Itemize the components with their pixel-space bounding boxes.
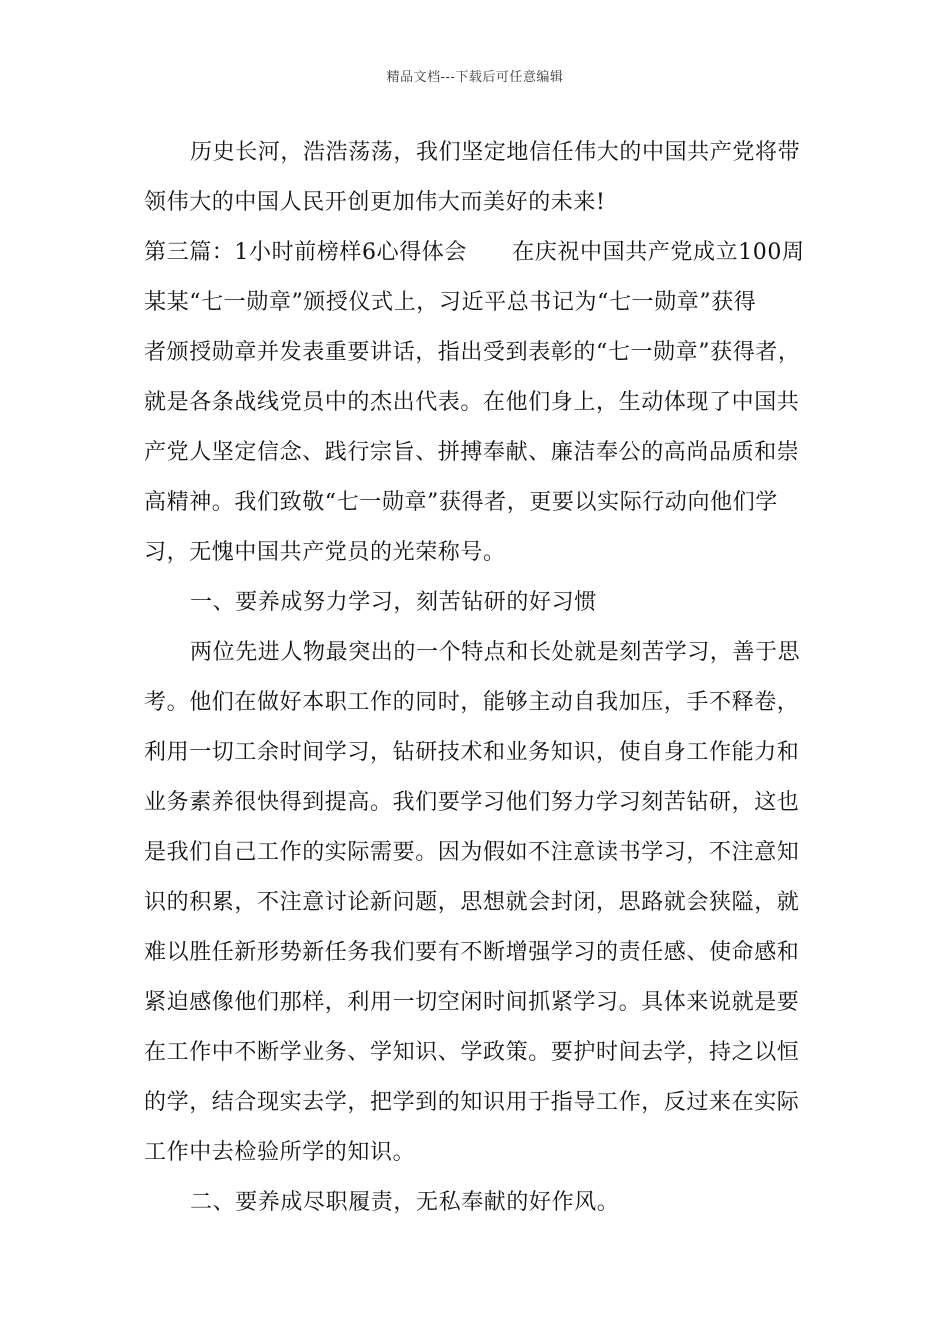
text-line: 的学，结合现实去学，把学到的知识用于指导工作，反过来在实际 — [144, 1090, 800, 1115]
subheading-line: 一、要养成努力学习，刻苦钻研的好习惯 — [190, 590, 597, 615]
section-title-line: 第三篇：1小时前榜样6心得体会 在庆祝中国共产党成立100周 — [144, 240, 805, 265]
text-line: 识的积累，不注意讨论新问题，思想就会封闭，思路就会狭隘，就 — [144, 890, 800, 915]
text-line: 考。他们在做好本职工作的同时，能够主动自我加压，手不释卷， — [144, 690, 800, 715]
text-line: 在工作中不断学业务、学知识、学政策。要护时间去学，持之以恒 — [144, 1040, 800, 1065]
text-line: 业务素养很快得到提高。我们要学习他们努力学习刻苦钻研，这也 — [144, 790, 800, 815]
text-line: 工作中去检验所学的知识。 — [144, 1140, 416, 1165]
text-line: 高精神。我们致敬“七一勋章”获得者，更要以实际行动向他们学 — [144, 490, 778, 515]
page-header: 精品文档---下载后可任意编辑 — [386, 70, 564, 85]
text-line: 某某“七一勋章”颁授仪式上，习近平总书记为“七一勋章”获得 — [144, 290, 757, 315]
text-line: 者颁授勋章并发表重要讲话，指出受到表彰的“七一勋章”获得者， — [144, 340, 801, 365]
text-line: 难以胜任新形势新任务我们要有不断增强学习的责任感、使命感和 — [144, 940, 800, 965]
text-line: 就是各条战线党员中的杰出代表。在他们身上，生动体现了中国共 — [144, 390, 800, 415]
text-line: 利用一切工余时间学习，钻研技术和业务知识，使自身工作能力和 — [144, 740, 800, 765]
text-line: 产党人坚定信念、践行宗旨、拼搏奉献、廉洁奉公的高尚品质和崇 — [144, 440, 800, 465]
subheading-line: 二、要养成尽职履责，无私奉献的好作风。 — [190, 1190, 620, 1215]
text-line: 历史长河，浩浩荡荡，我们坚定地信任伟大的中国共产党将带 — [190, 140, 801, 165]
text-line: 习，无愧中国共产党员的光荣称号。 — [144, 540, 506, 565]
text-line: 紧迫感像他们那样，利用一切空闲时间抓紧学习。具体来说就是要 — [144, 990, 800, 1015]
text-line: 是我们自己工作的实际需要。因为假如不注意读书学习，不注意知 — [144, 840, 800, 865]
text-line: 两位先进人物最突出的一个特点和长处就是刻苦学习，善于思 — [190, 640, 801, 665]
text-line: 领伟大的中国人民开创更加伟大而美好的未来! — [144, 190, 606, 215]
